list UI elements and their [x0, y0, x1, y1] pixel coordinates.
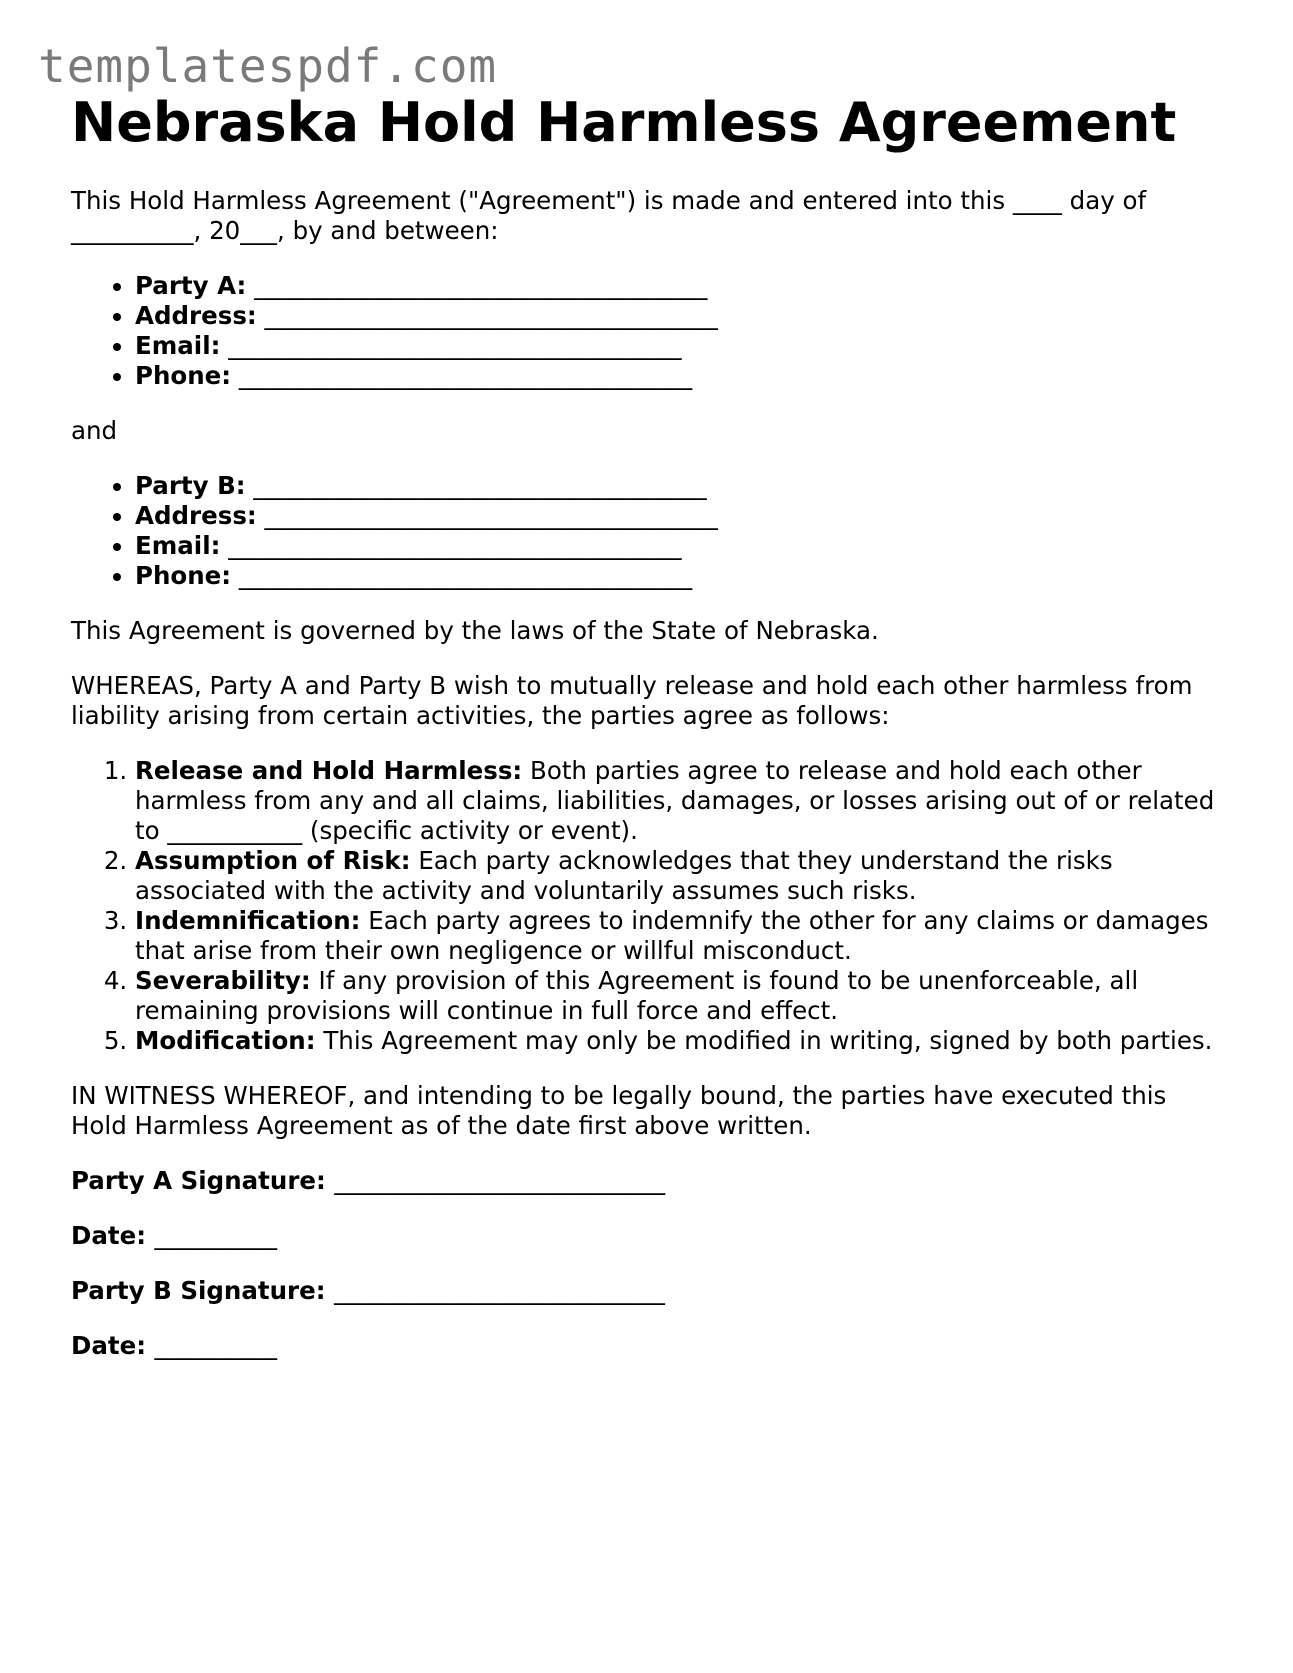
field-label: Email: — [135, 331, 221, 360]
party-b-email-field — [135, 531, 1221, 561]
date-blank: __________ — [154, 1331, 278, 1360]
field-blank: _____________________________________ — [264, 301, 718, 330]
party-b-name-field — [135, 471, 1221, 501]
field-label: Address: — [135, 501, 257, 530]
term-item — [135, 846, 1221, 906]
whereas-paragraph: WHEREAS, Party A and Party B wish to mutually release and hold each other harmless from liability arising from certain activities, the parties agree as follows: — [71, 671, 1193, 730]
field-label: Phone: — [135, 361, 232, 390]
document — [71, 88, 1221, 1361]
party-a-address-field — [135, 301, 1221, 331]
party-b-date-line — [71, 1331, 1221, 1361]
date-blank: __________ — [154, 1221, 278, 1250]
term-item — [135, 906, 1221, 966]
term-item — [135, 756, 1221, 846]
field-blank: _____________________________________ — [238, 361, 693, 390]
signature-label: Party A Signature: — [71, 1166, 326, 1195]
term-item — [135, 966, 1221, 1026]
date-label: Date: — [71, 1331, 146, 1360]
field-blank: _____________________________________ — [228, 531, 682, 560]
field-label: Phone: — [135, 561, 232, 590]
party-b-signature-line — [71, 1276, 1221, 1306]
party-b-list — [71, 471, 1221, 591]
field-blank: _____________________________________ — [254, 271, 708, 300]
signature-blank: ___________________________ — [334, 1166, 666, 1195]
document-title: Nebraska Hold Harmless Agreement — [71, 91, 1177, 154]
field-blank: _____________________________________ — [264, 501, 718, 530]
term-text: If any provision of this Agreement is found to be unenforceable, all remaining provisions will continue in full force and effect. — [135, 966, 1139, 1025]
field-label: Address: — [135, 301, 257, 330]
term-text: Each party acknowledges that they understand the risks associated with the activity and voluntarily assumes such risks. — [135, 846, 1113, 905]
party-a-signature-line — [71, 1166, 1221, 1196]
field-label: Email: — [135, 531, 221, 560]
intro-paragraph: This Hold Harmless Agreement ("Agreement") is made and entered into this ____ day of __________, 20___, by and between: — [71, 186, 1147, 245]
field-blank: _____________________________________ — [253, 471, 707, 500]
term-text: This Agreement may only be modified in writing, signed by both parties. — [323, 1026, 1213, 1055]
field-label: Party B: — [135, 471, 246, 500]
signature-label: Party B Signature: — [71, 1276, 326, 1305]
term-label: Indemnification: — [135, 906, 361, 935]
governing-law-paragraph: This Agreement is governed by the laws of the State of Nebraska. — [71, 616, 879, 645]
party-a-list — [71, 271, 1221, 391]
term-label: Severability: — [135, 966, 311, 995]
date-label: Date: — [71, 1221, 146, 1250]
watermark: templatespdf.com — [38, 39, 498, 93]
witness-paragraph: IN WITNESS WHEREOF, and intending to be legally bound, the parties have executed this Hold Harmless Agreement as of the date first above written. — [71, 1081, 1167, 1140]
signature-blank: ___________________________ — [334, 1276, 665, 1305]
term-text: Each party agrees to indemnify the other for any claims or damages that arise from their own negligence or willful misconduct. — [135, 906, 1209, 965]
party-a-email-field — [135, 331, 1221, 361]
field-blank: _____________________________________ — [238, 561, 693, 590]
term-text: Both parties agree to release and hold each other harmless from any and all claims, liabilities, damages, or losses arising out of or related to ___________ (specific activity or event). — [135, 756, 1215, 845]
term-item — [135, 1026, 1221, 1056]
party-b-phone-field — [135, 561, 1221, 591]
term-label: Modification: — [135, 1026, 316, 1055]
and-separator: and — [71, 416, 118, 445]
field-label: Party A: — [135, 271, 247, 300]
terms-list — [71, 756, 1221, 1056]
field-blank: _____________________________________ — [228, 331, 682, 360]
term-label: Release and Hold Harmless: — [135, 756, 523, 785]
party-a-name-field — [135, 271, 1221, 301]
party-a-date-line — [71, 1221, 1221, 1251]
party-a-phone-field — [135, 361, 1221, 391]
document-body — [71, 186, 1221, 1361]
party-b-address-field — [135, 501, 1221, 531]
term-label: Assumption of Risk: — [135, 846, 411, 875]
